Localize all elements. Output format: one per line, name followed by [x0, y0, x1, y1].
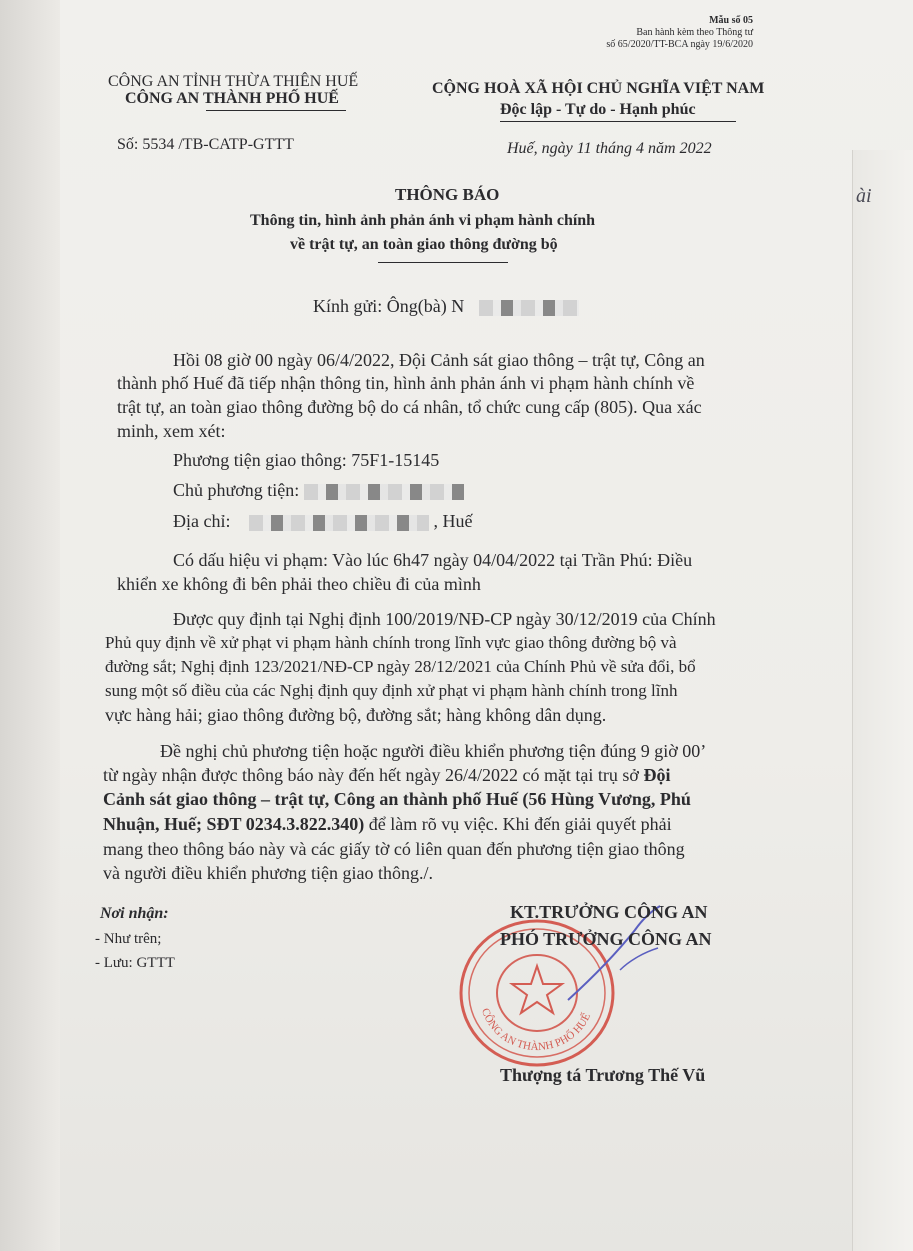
para3-line-3: đường sắt; Nghị định 123/2021/NĐ-CP ngày 28/12/2021 của Chính Phủ về sửa đổi, bổ: [105, 657, 696, 676]
para3-line-4: sung một số điều của các Nghị định quy định xử phạt vi phạm hành chính trong lĩnh: [105, 681, 678, 700]
para4-line-4-bold: Nhuận, Huế; SĐT 0234.3.822.340): [103, 814, 365, 834]
para4-line-2-bold: Đội: [643, 765, 671, 785]
para4-line-1: Đề nghị chủ phương tiện hoặc người điều khiển phương tiện đúng 9 giờ 00’: [160, 741, 707, 761]
background-sheet: [852, 150, 913, 1251]
para4-line-6: và người điều khiển phương tiện giao thông./.: [103, 863, 434, 883]
seal-text: CÔNG AN THÀNH PHỐ HUẾ: [478, 1006, 594, 1054]
para1-line-3: trật tự, an toàn giao thông đường bộ do cá nhân, tổ chức cung cấp (805). Qua xác: [117, 397, 702, 417]
para1-line-4: minh, xem xét:: [117, 421, 226, 441]
unit-underline: [206, 110, 346, 111]
recipient-item-2: - Lưu: GTTT: [95, 955, 175, 971]
document-title: THÔNG BÁO: [395, 185, 500, 204]
title-underline: [378, 262, 508, 263]
redacted-name: [479, 300, 579, 316]
form-issued: Ban hành kèm theo Thông tư: [636, 27, 753, 38]
para4-line-4-text: để làm rõ vụ việc. Khi đến giải quyết phải: [364, 814, 672, 834]
address-line: [173, 511, 472, 532]
para1-line-1: Hồi 08 giờ 00 ngày 06/4/2022, Đội Cảnh sát giao thông – trật tự, Công an: [173, 350, 705, 370]
nation-title: CỘNG HOÀ XÃ HỘI CHỦ NGHĨA VIỆT NAM: [432, 80, 765, 97]
form-circular: số 65/2020/TT-BCA ngày 19/6/2020: [606, 39, 753, 50]
national-motto: Độc lập - Tự do - Hạnh phúc: [500, 101, 696, 118]
document-subtitle-1: Thông tin, hình ảnh phản ánh vi phạm hành chính: [250, 212, 596, 229]
signature-title-1: KT.TRƯỞNG CÔNG AN: [510, 902, 708, 922]
para3-line-2: Phủ quy định về xử phạt vi phạm hành chính trong lĩnh vực giao thông đường bộ và: [105, 633, 677, 652]
address-city: , Huế: [433, 511, 473, 531]
para4-line-2-text: từ ngày nhận được thông báo này đến hết ngày 26/4/2022 có mặt tại trụ sở: [103, 765, 644, 785]
document-subtitle-2: về trật tự, an toàn giao thông đường bộ: [290, 236, 558, 253]
violation-line-2: khiển xe không đi bên phải theo chiều đi của mình: [117, 574, 481, 594]
motto-underline: [500, 121, 736, 122]
recipient-line: [313, 296, 579, 317]
recipient-item-1: - Như trên;: [95, 931, 162, 947]
owner-line: [173, 480, 464, 501]
agency-name: CÔNG AN TỈNH THỪA THIÊN HUẾ: [108, 73, 359, 90]
para3-line-5: vực hàng hải; giao thông đường bộ, đường sắt; hàng không dân dụng.: [105, 705, 607, 725]
owner-label: Chủ phương tiện:: [173, 480, 300, 500]
recipient-text: Kính gửi: Ông(bà) N: [313, 296, 465, 316]
para4-line-3: Cảnh sát giao thông – trật tự, Công an thành phố Huế (56 Hùng Vương, Phú: [103, 789, 691, 809]
unit-name: CÔNG AN THÀNH PHỐ HUẾ: [125, 90, 339, 107]
recipients-title: Nơi nhận:: [100, 905, 169, 922]
form-number: Mẫu số 05: [709, 15, 753, 26]
violation-line-1: Có dấu hiệu vi phạm: Vào lúc 6h47 ngày 04/04/2022 tại Trần Phú: Điều: [173, 550, 693, 570]
issue-date: Huế, ngày 11 tháng 4 năm 2022: [507, 140, 712, 157]
para4-line-5: mang theo thông báo này và các giấy tờ có liên quan đến phương tiện giao thông: [103, 839, 685, 859]
page-shadow: [0, 0, 60, 1251]
signer-name: Thượng tá Trương Thế Vũ: [500, 1065, 706, 1085]
para3-line-1: Được quy định tại Nghị định 100/2019/NĐ-CP ngày 30/12/2019 của Chính: [173, 609, 716, 629]
para4-line-4: [103, 814, 672, 835]
redacted-owner: [304, 484, 464, 500]
address-label: Địa chỉ:: [173, 511, 231, 531]
redacted-address: [249, 515, 429, 531]
signature-title-2: PHÓ TRƯỞNG CÔNG AN: [500, 929, 712, 949]
vehicle-plate: Phương tiện giao thông: 75F1-15145: [173, 450, 440, 470]
form-reference: [598, 15, 753, 51]
margin-handwriting: ài: [856, 185, 872, 207]
para4-line-2: [103, 765, 670, 786]
para1-line-2: thành phố Huế đã tiếp nhận thông tin, hình ảnh phản ánh vi phạm hành chính về: [117, 373, 695, 393]
document-number: Số: 5534 /TB-CATP-GTTT: [117, 136, 294, 153]
